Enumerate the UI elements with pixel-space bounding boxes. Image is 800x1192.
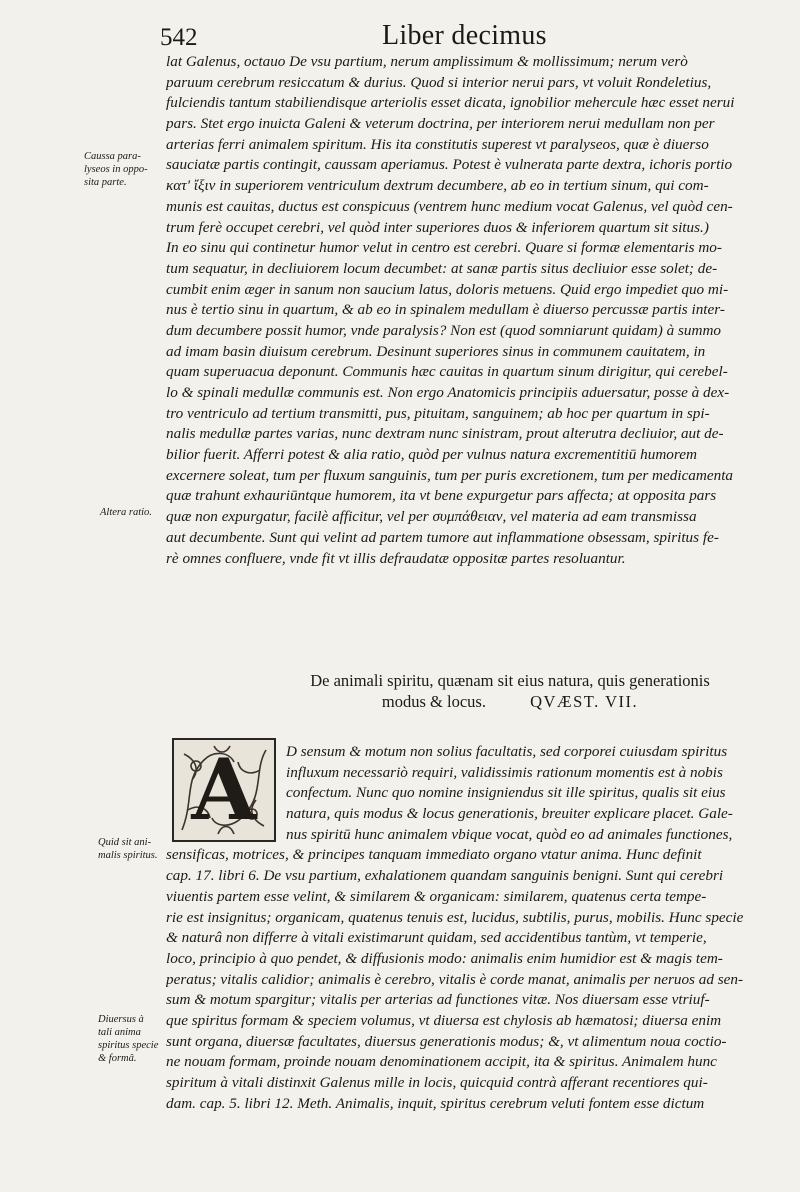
margin-note-line: tali anima [98,1027,141,1038]
text-line: lat Galenus, octauo De vsu partium, nerum amplissimum & mollissimum; nerum verò [166,53,688,70]
section-title-line2: modus & locus. [381,692,486,711]
text-line: dum decumbere possit humor, vnde paralysis? Non est (quod somniarunt quidam) à summo [166,321,722,339]
text-line: fulciendis tantum stabiliendisque arteriolis esset dicata, ignobilior mehercule hæc esset nerui [166,94,735,112]
text-line: trum ferè occupet cerebri, vel quòd inter superiores duos & inferiorem quartum sit situs.) [166,218,709,236]
text-line: peratus; vitalis calidior; animalis è cerebro, vitalis è corde manat, animalis per neruos ad sen- [166,970,744,988]
text-line: quæ trahunt exhauriūntque humorem, ita vt bene expurgetur pars affecta; at opposita pars [166,487,717,505]
text-line: nalis medullæ partes varias, nunc dextram nunc sinistram, prout alterutra decliuior, aut de- [166,425,724,443]
page-number: 542 [160,24,198,51]
body-text-top [166,52,800,569]
text-line: & naturâ non differre à vitali existimarunt quidam, sed accidentibus tantùm, vt temperie, [166,929,707,947]
text-line: sauciatæ partis contingit, caussam aperiamus. Potest è vulnerata parte dextra, ichoris portio [166,156,733,174]
text-line: spiritum à vitali distinxit Galenus mille in locis, quicquid contrà afferant recentiores qui- [166,1074,708,1091]
text-line: ad imam basin diuisum cerebrum. Desinunt superiores sinus in communem cauitatem, in [166,342,706,360]
text-line: sum & motum spargitur; vitalis per arterias ad functiones vitæ. Nos diuersam esse vtriuf- [166,991,710,1009]
section-title-line2-wrap [240,691,780,712]
margin-note-line: sita parte. [84,177,127,188]
text-line: D sensum & motum non solius facultatis, sed corporei cuiusdam spiritus [286,743,728,760]
margin-note-line: malis spiritus. [98,850,158,861]
text-line: rie est insignitus; organicam, quatenus tenuis est, lucidus, subtilis, purus, mobilis. Hunc specie [166,908,744,926]
text-line: ne nouam formam, proinde nouam denominationem accipit, ita & spiritus. Animalem hunc [166,1053,717,1071]
text-line: natura, quis modus & locus generationis, breuiter explicare placet. Gale- [286,805,733,823]
text-line: arterias ferri animalem spiritum. His ita constitutis superest vt paralyseos, quæ è diuerso [166,135,709,153]
quaestio-number: QVÆST. VII. [530,692,639,711]
text-line: tum sequatur, in decliuiorem locum decumbet: at sanæ partis situs decliuior esse solet; de- [166,259,718,277]
text-line: excernere soleat, tum per fluxum sanguinis, tum per puris excretionem, tum per medicamenta [166,466,734,484]
margin-note-altera-ratio [100,506,170,519]
margin-note-diuersus [98,1013,168,1065]
text-line: In eo sinu qui continetur humor velut in centro est cerebri. Quare si formæ elementaris mo- [166,239,722,257]
margin-note-line: Altera ratio. [100,507,152,518]
text-line: dam. cap. 5. libri 12. Meth. Animalis, inquit, spiritus cerebrum veluti fontem esse dictum [166,1094,705,1112]
text-line: quam superuacua deponunt. Communis hæc cauitas in quartum sinum dirigitur, qui cerebel- [166,363,728,381]
text-line: nus è tertio sinu in quartum, & ab eo in spinalem medullam è diuerso percussæ partis inter- [166,301,725,319]
text-line: paruum cerebrum resiccatum & durius. Quod si interior nerui pars, vt voluit Rondeletius, [166,73,712,91]
margin-note-line: lyseos in oppo- [84,164,148,175]
text-line: sunt organa, diuersæ facultates, diuersus generationis modus; &, vt alimentum noua coctio- [166,1032,727,1050]
margin-note-quid-sit [98,836,168,862]
text-line: lo & spinali medullæ communis est. Non ergo Anatomicis principiis aduersatur, posse à dex- [166,384,730,401]
text-line: quæ non expurgatur, facilè afficitur, vel per συμπάθειαν, vel materia ad eam transmissa [166,508,697,526]
body-text-bottom [166,742,800,1114]
text-line: pars. Stet ergo inuicta Galeni & veterum doctrina, per interiorem nerui medullam non per [166,115,715,133]
text-line: influxum necessariò requiri, validissimis rationum momentis est à nobis [286,763,723,781]
text-line: cumbit enim æger in sanum non saucium latus, doloris metuens. Quid ergo impediet quo mi- [166,280,729,298]
text-line: tro ventriculo ad tertium transmitti, pus, pituitam, sanguinem; ab hoc per quartum in spi- [166,404,710,422]
margin-note-line: Quid sit ani- [98,837,152,848]
text-line: sensificas, motrices, & principes tanquam immediato organo vtatur anima. Hunc definit [166,846,702,864]
text-line: loco, principio à quo pendet, & diffusionis modo: animalis enim humidior est & magis tem- [166,949,723,967]
running-title: Liber decimus [382,20,547,51]
text-line: nus spiritū hunc animalem vbique vocat, quòd eo ad animales functiones, [286,825,733,843]
text-line: rè omnes confluere, vnde fit vt illis defraudatæ oppositæ partes resoluantur. [166,549,626,567]
text-line: que spiritus formam & speciem volumus, vt diuersa est chylosis ab hæmatosi; diuersa enim [166,1011,722,1029]
margin-note-line: Caussa para- [84,151,141,162]
section-title [240,670,780,712]
text-line: bilior fuerit. Afferri potest & alia ratio, quòd per vulnus natura excrementitiū humorem [166,446,697,464]
dropcap-letter: A [191,740,257,839]
text-line: aut decumbente. Sunt qui velint ad partem tumore aut inflammatione obsessam, spiritus fe- [166,528,719,546]
margin-note-line: & formâ. [98,1053,137,1064]
margin-note-line: Diuersus à [98,1014,144,1025]
text-line: munis est cauitas, ductus est conspicuus (ventrem hunc medium vocat Galenus, vel quòd cen- [166,197,733,215]
text-line: viuentis partem esse velint, & similarem & organicam: similarem, quatenus certa tempe- [166,887,707,905]
text-line: κατ' ἴξιν in superiorem ventriculum dextrum decumbere, ab eo in tertium sinum, qui com- [166,177,709,195]
margin-note-line: spiritus specie [98,1040,159,1051]
text-line: confectum. Nunc quo nomine insigniendus sit ille spiritus, qualis sit eius [286,784,726,802]
text-line: cap. 17. libri 6. De vsu partium, exhalationem quandam sanguinis benigni. Sunt qui cerebri [166,867,724,885]
margin-note-paralysis [84,150,164,189]
section-title-line1: De animali spiritu, quænam sit eius natura, quis generationis [310,671,710,690]
